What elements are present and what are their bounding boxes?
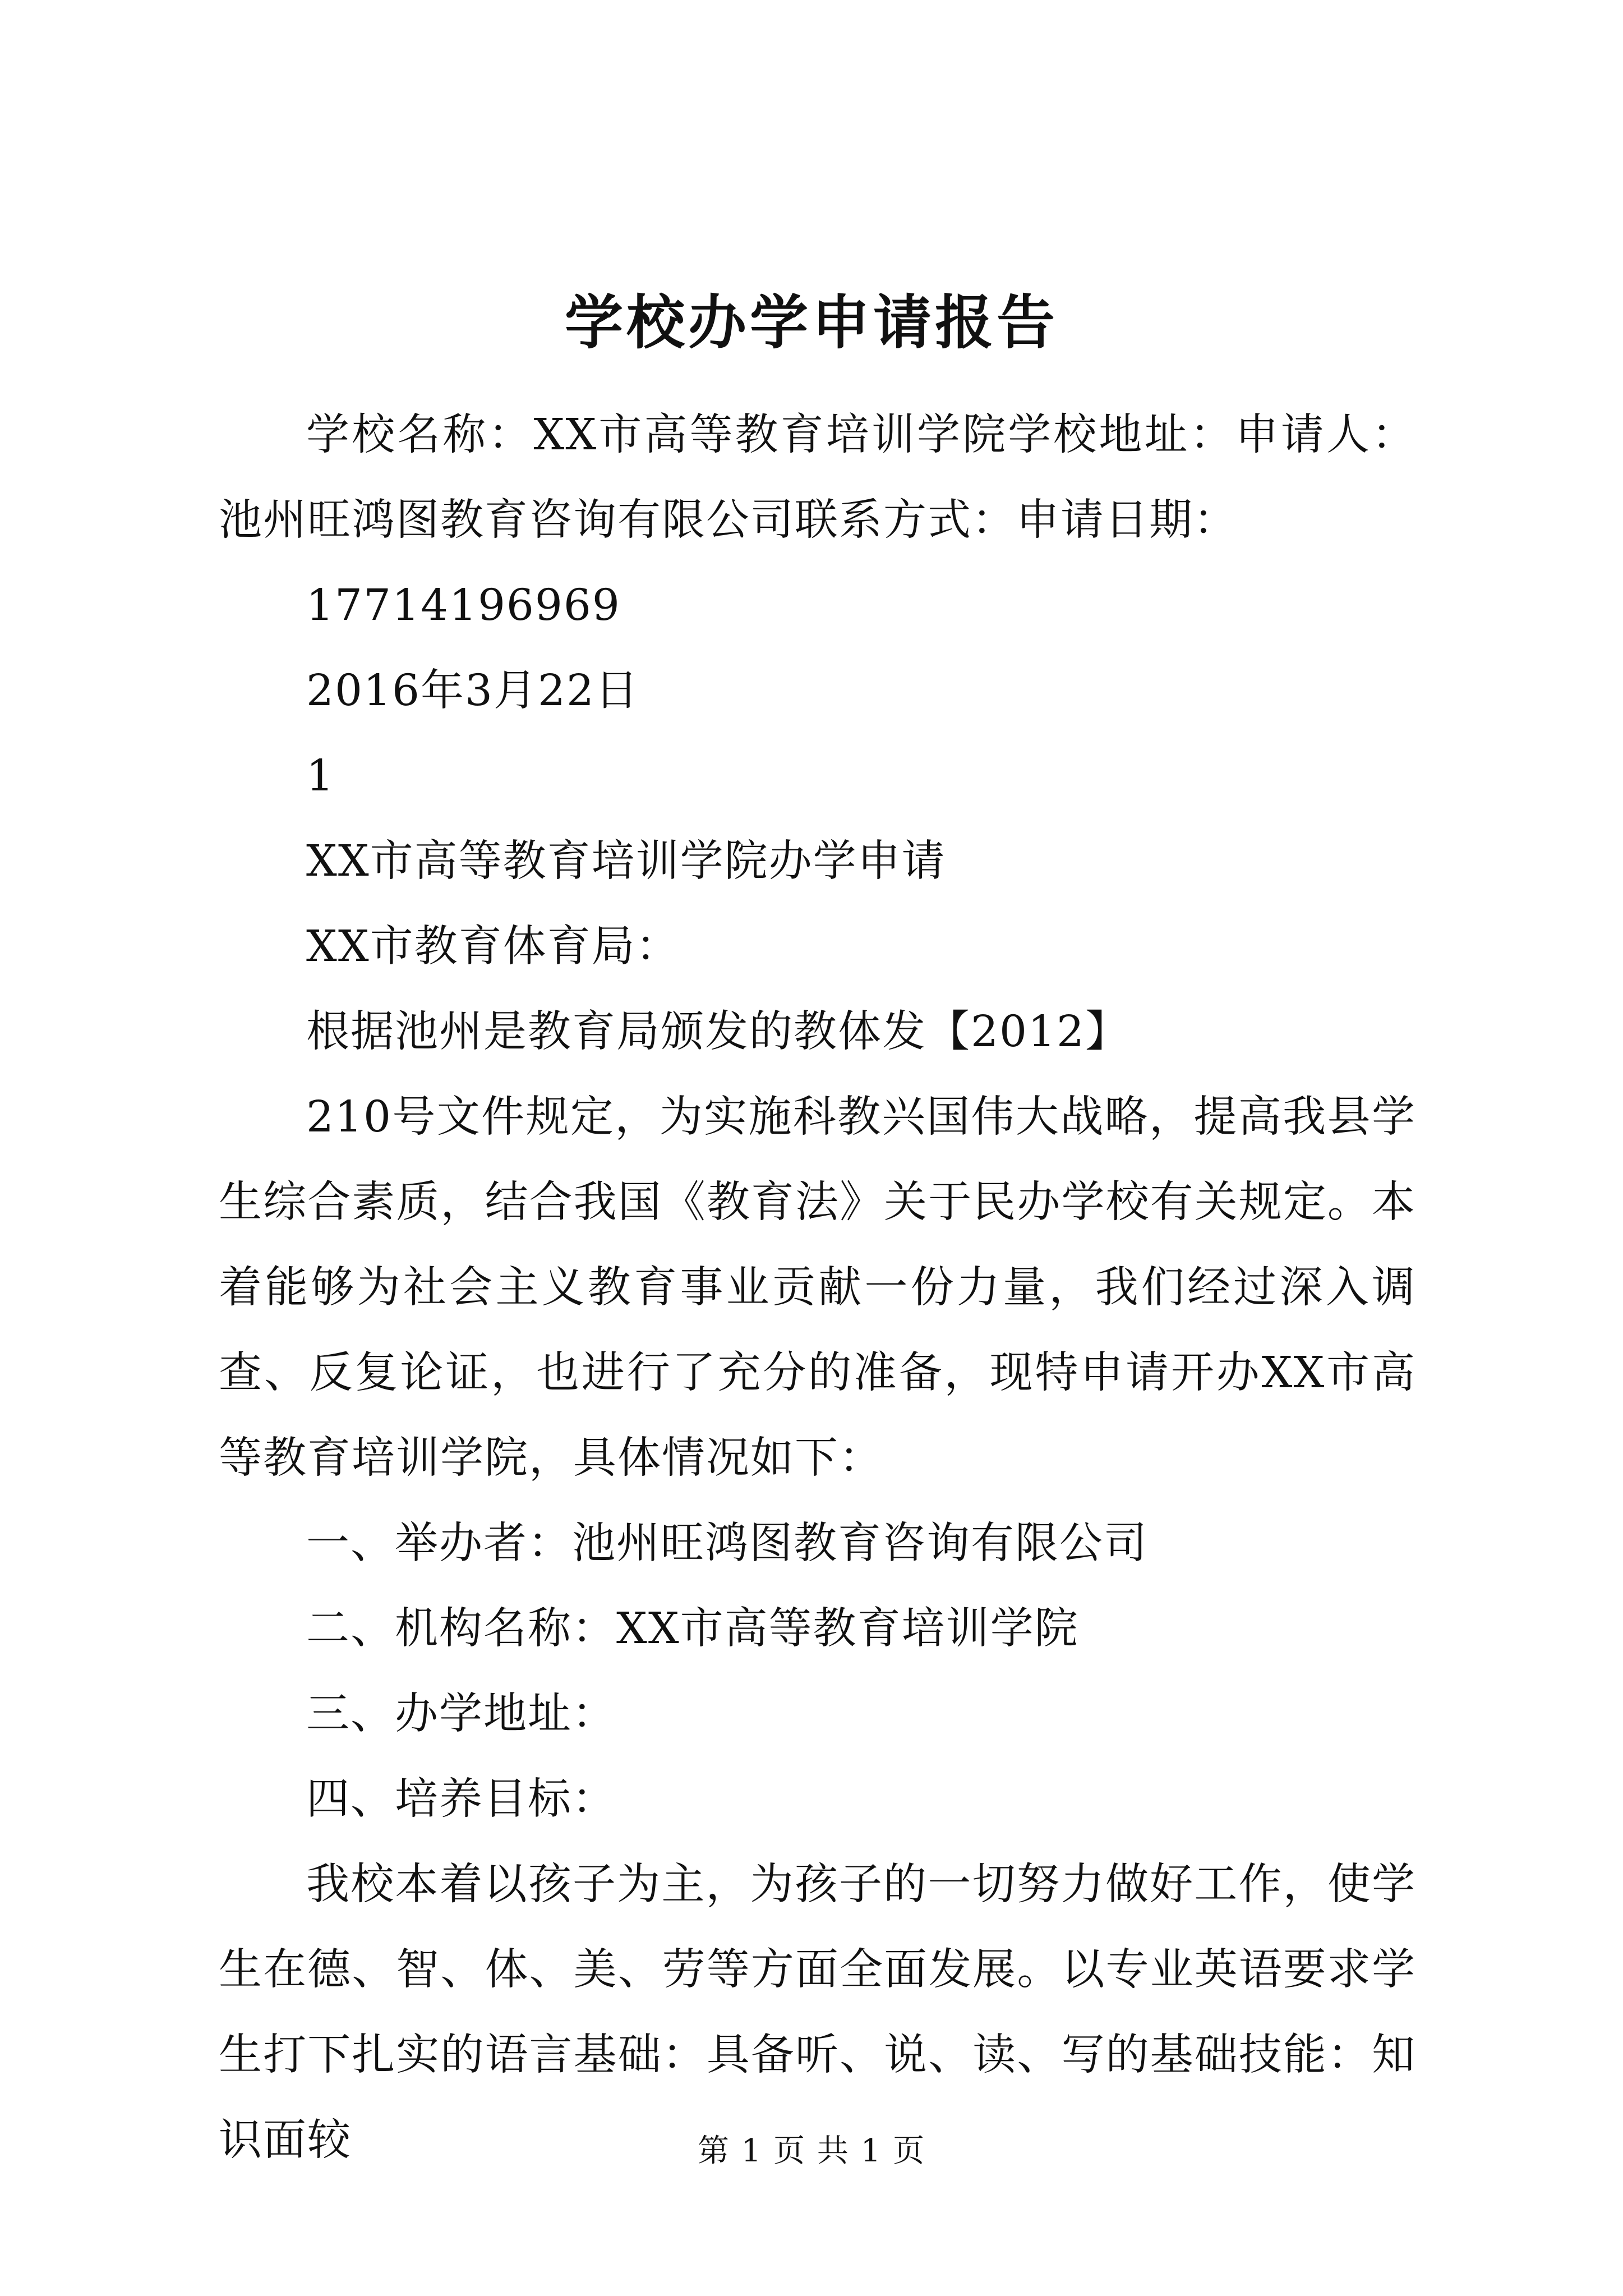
paragraph-page-number: 1 [306, 751, 335, 801]
paragraph-purpose: 210号文件规定，为实施科教兴国伟大战略，提高我县学生综合素质，结合我国《教育法》关于民办学校有关规定。本着能够为社会主义教育事业贡献一份力量，我们经过深入调查、反复论证，也进行了充分的准备，现特申请开办XX市高等教育培训学院，具体情况如下： [219, 1092, 1416, 1483]
document-body [219, 393, 1416, 2183]
paragraph-school-info: 学校名称：XX市高等教育培训学院学校地址：申请人：池州旺鸿图教育咨询有限公司联系方式：申请日期： [219, 410, 1416, 545]
paragraph-institution-name: 二、机构名称：XX市高等教育培训学院 [306, 1604, 1079, 1654]
page-footer: 第 1 页 共 1 页 [697, 2133, 926, 2169]
paragraph-goals-heading: 四、培养目标： [306, 1774, 616, 1824]
paragraph-basis: 根据池州是教育局颁发的教体发【2012】 [306, 1007, 1129, 1057]
paragraph-phone: 17714196969 [306, 581, 621, 631]
paragraph-application-title: XX市高等教育培训学院办学申请 [306, 836, 946, 886]
paragraph-date: 2016年3月22日 [306, 666, 639, 716]
paragraph-organizer: 一、举办者：池州旺鸿图教育咨询有限公司 [306, 1519, 1148, 1568]
document-title: 学校办学申请报告 [564, 288, 1058, 357]
paragraph-address: 三、办学地址： [306, 1689, 616, 1739]
paragraph-goals: 我校本着以孩子为主，为孩子的一切努力做好工作，使学生在德、智、体、美、劳等方面全面发展。以专业英语要求学生打下扎实的语言基础：具备听、说、读、写的基础技能：知识面较 [219, 1860, 1416, 2165]
paragraph-recipient: XX市教育体育局： [306, 922, 680, 972]
